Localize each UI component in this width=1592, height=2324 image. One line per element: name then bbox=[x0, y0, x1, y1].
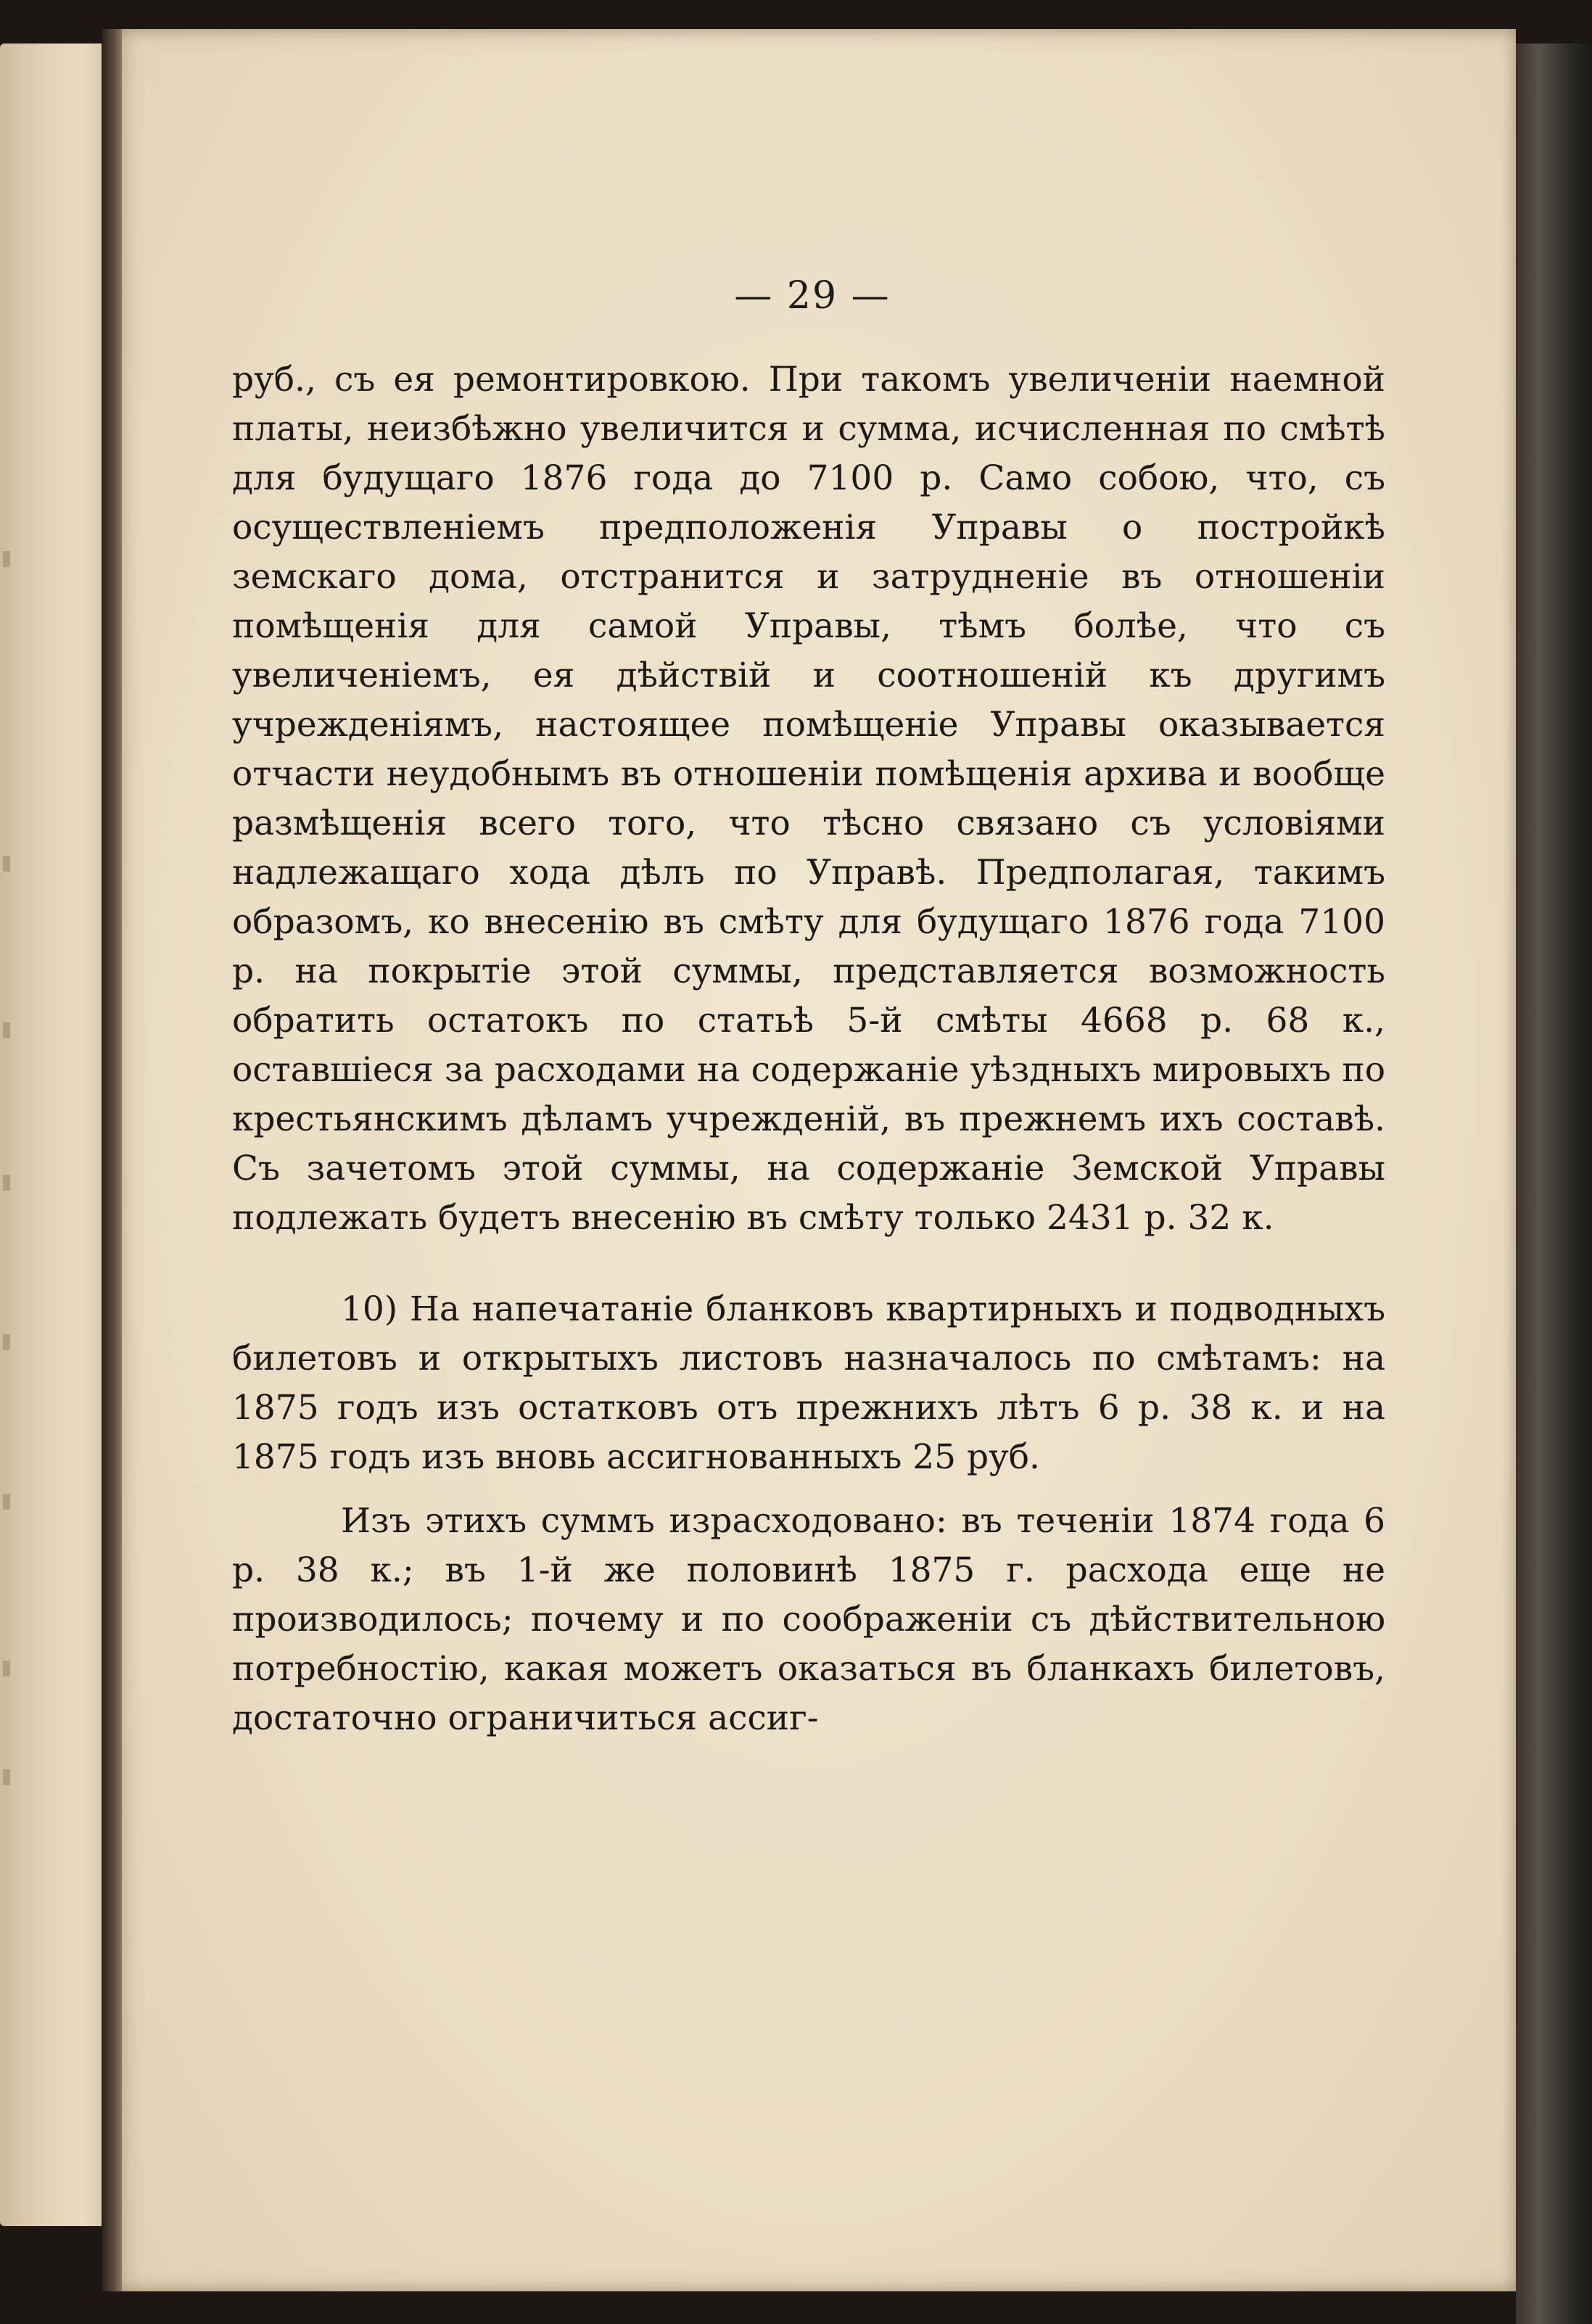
bleed-mark bbox=[3, 856, 10, 872]
book-page bbox=[109, 29, 1516, 2291]
bleed-mark bbox=[3, 1769, 10, 1785]
bleed-mark bbox=[3, 1175, 10, 1191]
bleed-mark bbox=[3, 1494, 10, 1510]
bleed-mark bbox=[3, 551, 10, 567]
paragraph-item-10-blanks: 10) На напечатанiе бланковъ квартирныхъ и подводныхъ билетовъ и открытыхъ листовъ назначалось по смѣтамъ: на 1875 годъ изъ остатковъ отъ прежнихъ лѣтъ 6 р. 38 к. и на 1875 годъ изъ вновь ассигнованныхъ 25 руб. bbox=[232, 1289, 1385, 1477]
paragraph-rent-and-estimate: руб., съ ея ремонтировкою. При такомъ увеличенiи наемной платы, неизбѣжно увеличится и сумма, исчисленная по смѣтѣ для будущаго 1876 года до 7100 р. Само собою, что, съ осуществленiемъ предположенiя Управы о постройкѣ земскаго дома, отстранится и затрудненiе въ отношенiи помѣщенiя для самой Управы, тѣмъ болѣе, что съ увеличенiемъ, ея дѣйствiй и соотношенiй къ другимъ учрежденiямъ, настоящее помѣщенiе Управы оказывается отчасти неудобнымъ въ отношенiи помѣщенiя архива и вообще размѣщенiя всего того, что тѣсно связано съ условiями надлежащаго хода дѣлъ по Управѣ. Предполагая, такимъ образомъ, ко внесенiю въ смѣту для будущаго 1876 года 7100 р. на покрытiе этой суммы, представляется возможность обратить остатокъ по статьѣ 5-й смѣты 4668 р. 68 к., оставшiеся за расходами на содержанiе уѣздныхъ мировыхъ по крестьянскимъ дѣламъ учрежденiй, въ прежнемъ ихъ составѣ. Съ зачетомъ этой суммы, на содержанiе Земской Управы подлежать будетъ внесенiю въ смѣту только 2431 р. 32 к. bbox=[232, 360, 1385, 1238]
bleed-mark bbox=[3, 1334, 10, 1350]
book-cover-edge bbox=[1516, 44, 1592, 2324]
page-number: — 29 — bbox=[734, 274, 891, 318]
bleed-mark bbox=[3, 1022, 10, 1038]
previous-page-edge bbox=[0, 44, 109, 2226]
book-gutter-shadow bbox=[102, 29, 122, 2291]
paragraph-expenditure: Изъ этихъ суммъ израсходовано: въ теченiи 1874 года 6 р. 38 к.; въ 1-й же половинѣ 1875 г. расхода еще не производилось; почему и по соображенiи съ дѣйствительною потребностiю, какая можетъ оказаться въ бланкахъ билетовъ, достаточно ограничиться ассиг- bbox=[232, 1501, 1385, 1738]
page-body-text bbox=[232, 355, 1385, 1758]
bleed-mark bbox=[3, 1661, 10, 1676]
